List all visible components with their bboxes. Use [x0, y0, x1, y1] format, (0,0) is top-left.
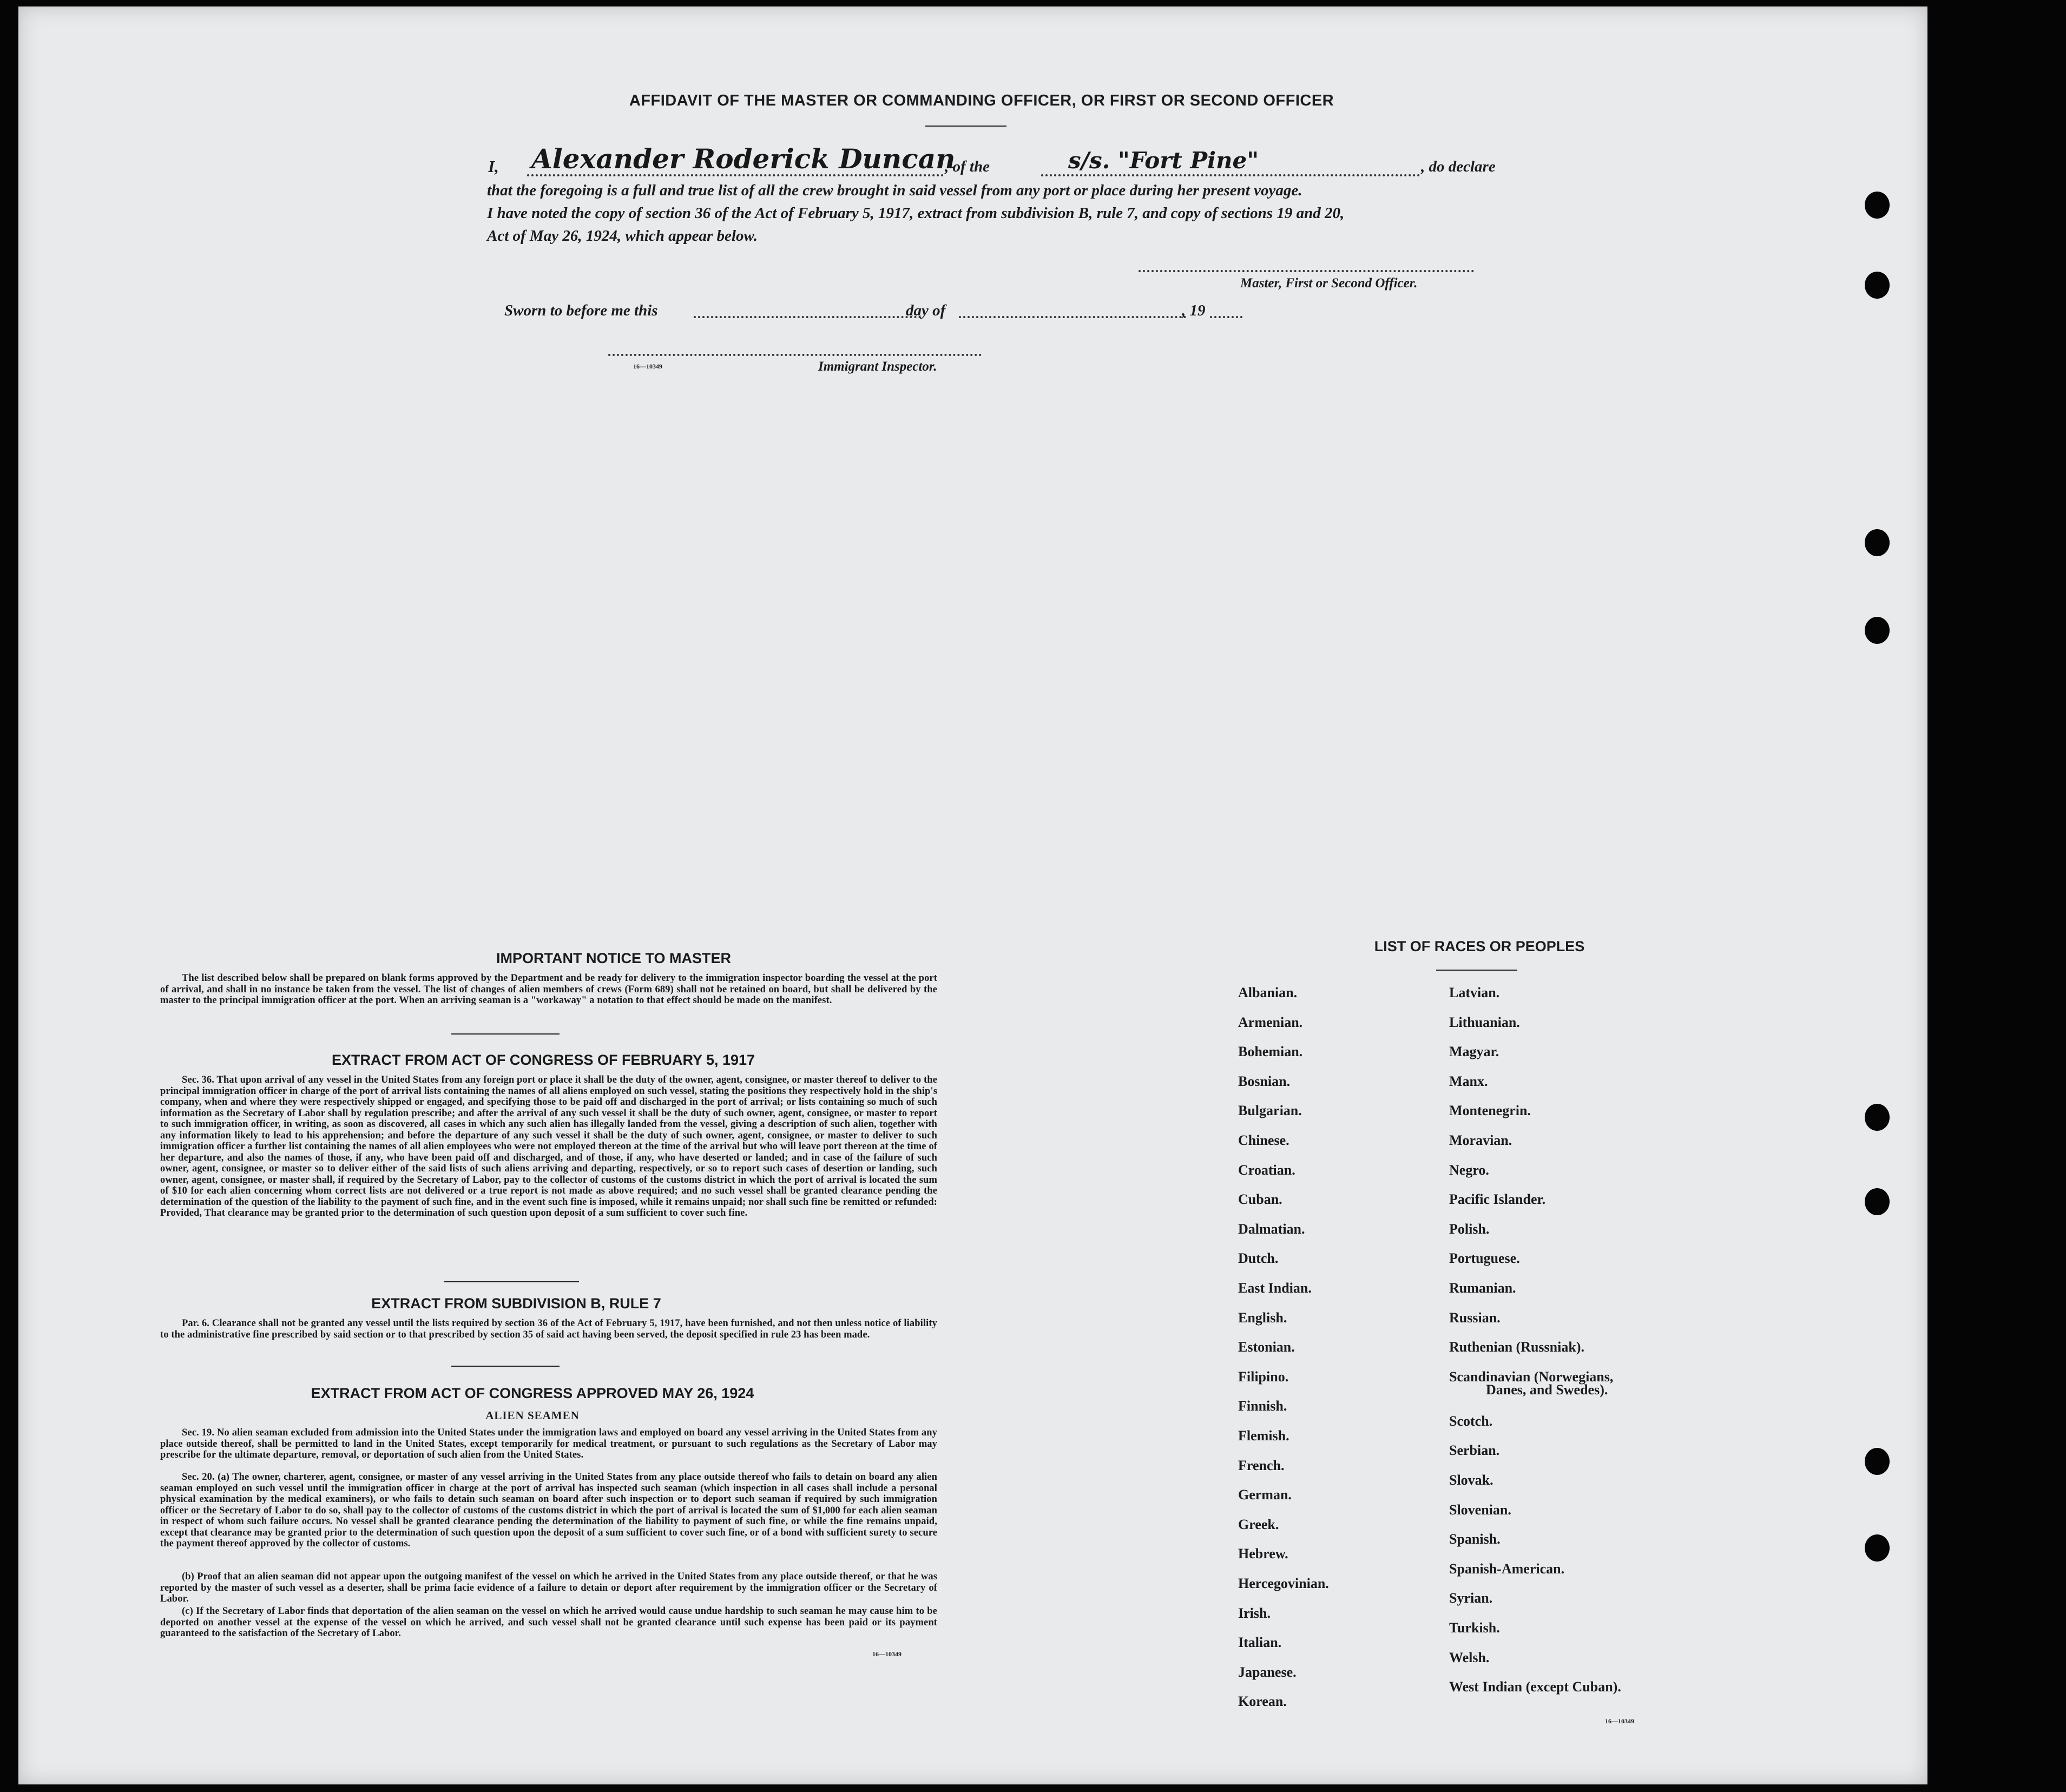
- pronoun: I,: [488, 157, 499, 176]
- race-item: Croatian.: [1238, 1162, 1295, 1178]
- sworn-year-line: [1210, 316, 1242, 318]
- race-item: Scotch.: [1449, 1413, 1493, 1429]
- race-item: Dalmatian.: [1238, 1221, 1305, 1237]
- race-item: Lithuanian.: [1449, 1014, 1520, 1030]
- affidavit-line-4: Act of May 26, 1924, which appear below.: [487, 227, 758, 245]
- sworn-month-line: [959, 316, 1186, 318]
- race-item: Manx.: [1449, 1073, 1488, 1089]
- race-item: Danes, and Swedes).: [1486, 1382, 1608, 1398]
- race-item: Estonian.: [1238, 1339, 1295, 1355]
- race-item: Turkish.: [1449, 1619, 1500, 1636]
- binder-hole: [1865, 529, 1890, 556]
- race-item: English.: [1238, 1309, 1287, 1326]
- race-item: Latvian.: [1449, 985, 1500, 1000]
- race-item: Hebrew.: [1238, 1546, 1288, 1562]
- affidavit-title: AFFIDAVIT OF THE MASTER OR COMMANDING OFFICER, OR FIRST OR SECOND OFFICER: [629, 92, 1334, 109]
- notice-body: The list described below shall be prepared on blank forms approved by the Department and be ready for delivery to the immigration inspector boarding the vessel at the port of arrival, and shall in no instance be taken from the vessel. The list of changes of alien members of crews (Form 689) shall not be retained on board, but shall be delivered by the master to the principal immigration officer at the port. When an arriving seaman is a "workaway" a notation to that effect should be made on the manifest.: [160, 973, 937, 1006]
- races-rule: [1436, 970, 1517, 971]
- affidavit-line-3: I have noted the copy of section 36 of the Act of February 5, 1917, extract from subdivision B, rule 7, and copy of sections 19 and 20,: [487, 205, 1345, 222]
- race-item: Scandinavian (Norwegians,: [1449, 1368, 1614, 1385]
- declare-label: , do declare: [1421, 158, 1496, 175]
- extract1-rule: [444, 1281, 579, 1282]
- race-item: Hercegovinian.: [1238, 1576, 1329, 1591]
- binder-hole: [1865, 617, 1890, 644]
- race-item: Dutch.: [1238, 1250, 1279, 1267]
- inspector-caption: Immigrant Inspector.: [818, 359, 937, 374]
- race-item: Chinese.: [1238, 1132, 1289, 1148]
- race-item: Cuban.: [1238, 1191, 1282, 1208]
- master-name: Alexander Roderick Duncan: [531, 143, 956, 175]
- master-caption: Master, First or Second Officer.: [1240, 276, 1418, 291]
- extract2-title: EXTRACT FROM SUBDIVISION B, RULE 7: [371, 1295, 661, 1312]
- race-item: Russian.: [1449, 1309, 1501, 1326]
- sec20b-text: (b) Proof that an alien seaman did not appear upon the outgoing manifest of the vessel on which he arrived in the United States from any place outside thereof, or that he was reported by the master of such vessel as a deserter, shall be prima facie evidence of a failure to detain or deport after requirement by the immigration officer or the Secretary of Labor.: [160, 1571, 937, 1604]
- race-item: Polish.: [1449, 1221, 1490, 1237]
- name-line: [527, 174, 944, 176]
- race-item: Armenian.: [1238, 1014, 1303, 1030]
- race-item: Albanian.: [1238, 985, 1298, 1000]
- affidavit-line-2: that the foregoing is a full and true list of all the crew brought in said vessel from any port or place during her present voyage.: [487, 182, 1302, 199]
- race-item: Bosnian.: [1238, 1073, 1291, 1089]
- race-item: Greek.: [1238, 1516, 1279, 1532]
- race-item: Negro.: [1449, 1162, 1489, 1178]
- day-of-label: day of: [906, 302, 946, 319]
- race-item: Korean.: [1238, 1694, 1287, 1710]
- race-item: Flemish.: [1238, 1428, 1289, 1444]
- race-item: Spanish-American.: [1449, 1560, 1565, 1577]
- race-item: Syrian.: [1449, 1590, 1493, 1606]
- race-item: Magyar.: [1449, 1044, 1499, 1060]
- race-item: Pacific Islander.: [1449, 1191, 1546, 1208]
- notice-rule: [451, 1033, 560, 1035]
- vessel-name: s/s. "Fort Pine": [1068, 147, 1259, 174]
- document-page: [18, 6, 1927, 1784]
- races-title: LIST OF RACES OR PEOPLES: [1374, 938, 1585, 954]
- notice-title: IMPORTANT NOTICE TO MASTER: [496, 950, 731, 966]
- race-item: Bohemian.: [1238, 1044, 1303, 1060]
- race-item: Italian.: [1238, 1635, 1282, 1651]
- race-item: Moravian.: [1449, 1132, 1512, 1148]
- sworn-day-line: [694, 316, 921, 318]
- extract2-body: Par. 6. Clearance shall not be granted any vessel until the lists required by section 36 of the Act of February 5, 1917, have been furnished, and not then unless notice of liability to the administrative fine prescribed by said section or to that prescribed by section 35 of said act having been served, the deposit specified in rule 23 has been made.: [160, 1318, 937, 1340]
- binder-hole: [1865, 272, 1890, 299]
- binder-hole: [1865, 192, 1890, 219]
- race-item: West Indian (except Cuban).: [1449, 1679, 1621, 1695]
- race-item: French.: [1238, 1457, 1285, 1473]
- race-item: Filipino.: [1238, 1368, 1289, 1385]
- race-item: Japanese.: [1238, 1664, 1297, 1680]
- extract2-rule: [451, 1366, 560, 1367]
- inspector-signature-line: [608, 354, 982, 356]
- of-the-label: , of the: [945, 158, 990, 175]
- race-item: Ruthenian (Russniak).: [1449, 1339, 1584, 1355]
- vessel-line: [1041, 174, 1420, 176]
- race-item: Serbian.: [1449, 1442, 1500, 1459]
- form-number-bottom: 16—10349: [872, 1650, 902, 1658]
- binder-hole: [1865, 1188, 1890, 1215]
- race-item: Finnish.: [1238, 1398, 1287, 1414]
- sec20c-text: (c) If the Secretary of Labor finds that deportation of the alien seaman on the vessel on which he arrived would cause undue hardship to such seaman he may cause him to be deported on another vessel at the expense of the vessel on which he arrived, and such vessel shall not be granted clearance until such expense has been paid or its payment guaranteed to the satisfaction of the Secretary of Labor.: [160, 1606, 937, 1639]
- year-label: , 19: [1182, 302, 1206, 319]
- form-number-top: 16—10349: [633, 363, 662, 370]
- race-item: German.: [1238, 1487, 1292, 1503]
- extract3-title: EXTRACT FROM ACT OF CONGRESS APPROVED MAY 26, 1924: [311, 1385, 754, 1401]
- master-signature-line: [1139, 270, 1474, 272]
- sworn-label: Sworn to before me this: [504, 302, 658, 319]
- binder-hole: [1865, 1534, 1890, 1562]
- extract1-title: EXTRACT FROM ACT OF CONGRESS OF FEBRUARY 5, 1917: [331, 1052, 755, 1068]
- race-item: Portuguese.: [1449, 1250, 1520, 1267]
- binder-hole: [1865, 1104, 1890, 1131]
- sec19-text: Sec. 19. No alien seaman excluded from admission into the United States under the immigration laws and employed on board any vessel arriving in the United States from any place outside thereof, shall be permitted to land in the United States, except temporarily for medical treatment, or pursuant to such regulations as the Secretary of Labor may prescribe for the ultimate departure, removal, or deportation of such alien from the United States.: [160, 1427, 937, 1460]
- race-item: Welsh.: [1449, 1649, 1490, 1665]
- extract3-subtitle: ALIEN SEAMEN: [485, 1409, 580, 1422]
- race-item: Bulgarian.: [1238, 1103, 1302, 1119]
- race-item: Irish.: [1238, 1605, 1271, 1621]
- race-item: Slovenian.: [1449, 1501, 1511, 1518]
- extract1-body: Sec. 36. That upon arrival of any vessel in the United States from any foreign port or place it shall be the duty of the owner, agent, consignee, or master thereof to deliver to the principal immigration officer in charge of the port of arrival lists containing the names of all aliens employed on such vessel, stating the positions they respectively hold in the ship's company, when and where they were respectively shipped or engaged, and specifying those to be paid off and discharged in the port of arrival; or lists containing so much of such information as the Secretary of Labor shall by regulation prescribe; and after the arrival of any such vessel it shall be the duty of such owner, agent, consignee, or master to report to such immigration officer, in writing, as soon as discovered, all cases in which any such alien has illegally landed from the vessel, giving a description of such alien, together with any information likely to lead to his apprehension; and before the departure of any such vessel it shall be the duty of such owner, agent, consignee, or master to deliver to such immigration officer a further list containing the names of all alien employees who were not employed thereon at the time of the arrival but who will leave port thereon at the time of her departure, and also the names of those, if any, who have been paid off and discharged, and of those, if any, who have deserted or landed; and in case of the failure of such owner, agent, consignee, or master so to deliver either of the said lists of such aliens arriving and departing, respectively, or so to report such cases of desertion or landing, such owner, agent, consignee, or master shall, if required by the Secretary of Labor, pay to the collector of customs of the customs district in which the port of arrival is located the sum of $10 for each alien concerning whom correct lists are not delivered or a true report is not made as above required; and no such vessel shall be granted clearance pending the determination of the question of the liability to the payment of such fine, and in the event such fine is imposed, while it remains unpaid; nor shall such fine be remitted or refunded: Provided, That clearance may be granted prior to the determination of such question upon deposit of a sum sufficient to cover such fine.: [160, 1075, 937, 1218]
- binder-hole: [1865, 1448, 1890, 1475]
- race-item: Rumanian.: [1449, 1280, 1516, 1296]
- race-item: Spanish.: [1449, 1531, 1501, 1547]
- race-item: East Indian.: [1238, 1280, 1312, 1296]
- form-number-races: 16—10349: [1605, 1717, 1634, 1725]
- sec20a-text: Sec. 20. (a) The owner, charterer, agent, consignee, or master of any vessel arriving in the United States from any place outside thereof who fails to detain on board any alien seaman employed on such vessel until the immigration officer in charge at the port of arrival has inspected such seaman (which inspection in all cases shall include a personal physical examination by the medical examiners), or who fails to detain such seaman on board after such inspection or to deport such seaman if required by such immigration officer or the Secretary of Labor to do so, shall pay to the collector of customs of the customs district in which the port of arrival is located the sum of $1,000 for each alien seaman in respect of whom such failure occurs. No vessel shall be granted clearance pending the determination of the liability to payment of such fine, or while the fine remains unpaid, except that clearance may be granted prior to the determination of such question upon the deposit of a sum sufficient to cover such fine, or of a bond with sufficient surety to secure the payment thereof approved by the collector of customs.: [160, 1472, 937, 1549]
- race-item: Slovak.: [1449, 1472, 1493, 1488]
- title-rule: [925, 126, 1006, 127]
- race-item: Montenegrin.: [1449, 1103, 1531, 1119]
